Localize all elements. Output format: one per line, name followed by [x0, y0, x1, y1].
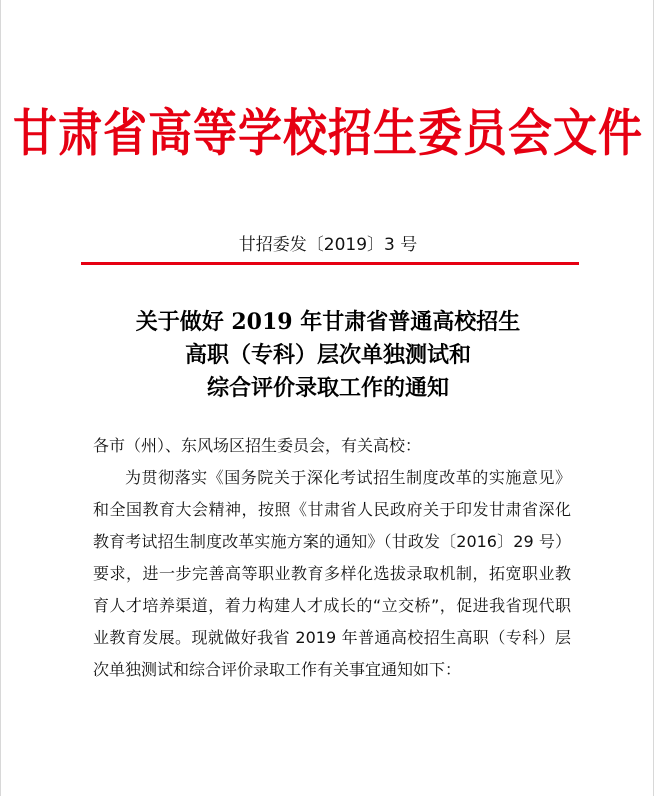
- body-text: [93, 430, 571, 686]
- body-paragraph: 为贯彻落实《国务院关于深化考试招生制度改革的实施意见》和全国教育大会精神，按照《甘肃省人民政府关于印发甘肃省深化教育考试招生制度改革实施方案的通知》（甘政发〔2016〕29 号）要求，进一步完善高等职业教育多样化选拔录取机制，拓宽职业教育人才培养渠道，着力构建人才成长的“立交桥”，促进我省现代职业教育发展。现就做好我省 2019 年普通高校招生高职（专科）层次单独测试和综合评价录取工作有关事宜通知如下：: [93, 468, 571, 679]
- notice-title-line-1: 关于做好 2019 年甘肃省普通高校招生: [135, 309, 521, 335]
- notice-title-line-2: 高职（专科）层次单独测试和: [184, 342, 471, 368]
- notice-title-line-3: 综合评价录取工作的通知: [206, 375, 449, 401]
- masthead-title: 甘肃省高等学校招生委员会文件: [13, 104, 643, 164]
- notice-title: [1, 306, 654, 405]
- document-number: 甘招委发〔2019〕3 号: [238, 235, 418, 255]
- salutation: 各市（州）、东风场区招生委员会，有关高校：: [93, 436, 422, 455]
- red-divider-line: [81, 262, 579, 265]
